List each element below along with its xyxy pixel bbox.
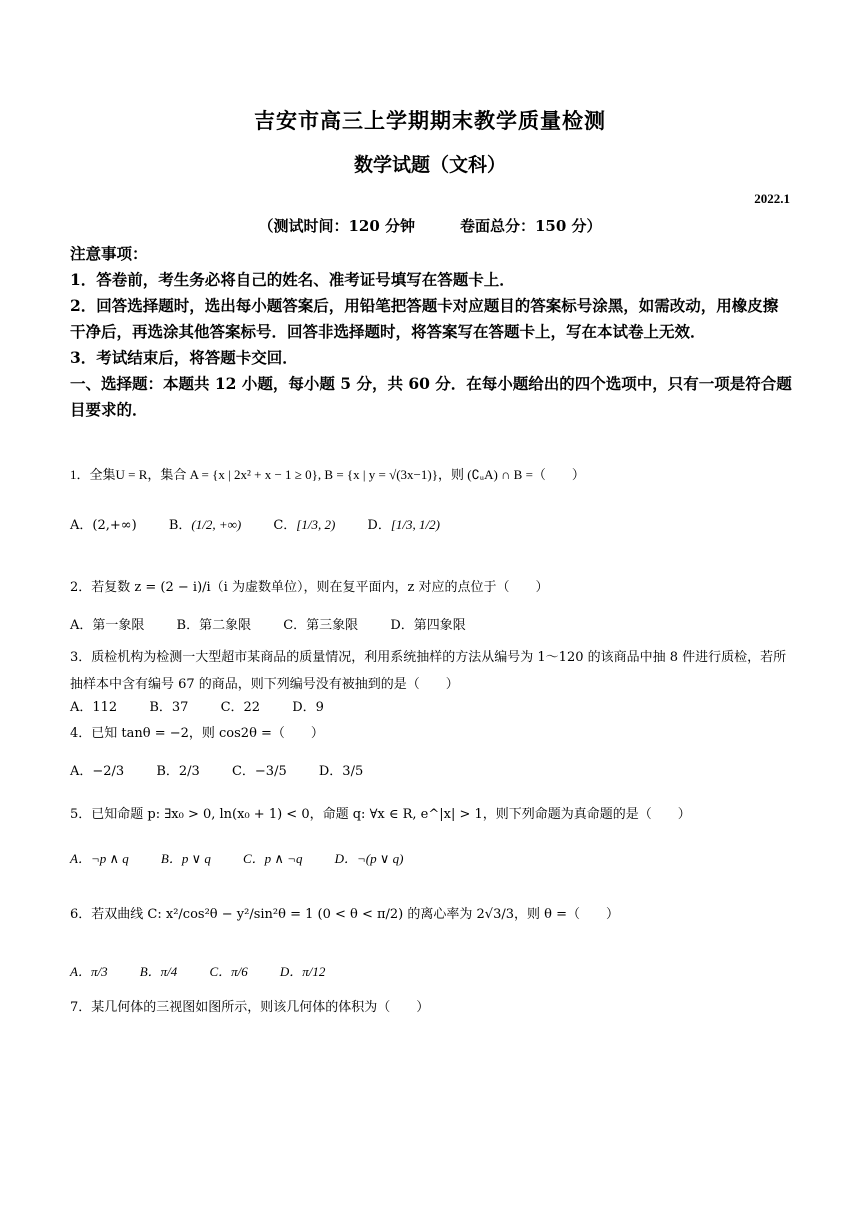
option-c: C．第三象限: [283, 618, 359, 633]
question-4: [70, 724, 810, 744]
option-b: [169, 515, 241, 536]
note-item-2: 2．回答选择题时，选出每小题答案后，用铅笔把答题卡对应题目的答案标号涂黑，如需改动，用橡皮擦干净后，再选涂其他答案标号．回答非选择题时，将答案写在答题卡上，写在本试卷上无效．: [70, 296, 779, 341]
option-d: D．¬(p ∨ q): [334, 851, 404, 866]
question-7: [70, 998, 810, 1018]
option-b-label: B．: [168, 518, 192, 533]
question-6: [70, 905, 810, 925]
question-4-stem: 4．已知 tanθ = −2，则 cos2θ =（ ）: [70, 726, 324, 741]
exam-date: 2022.1: [754, 191, 790, 206]
option-a: A．¬p ∧ q: [70, 851, 129, 866]
question-7-stem: 7．某几何体的三视图如图所示，则该几何体的体积为（ ）: [70, 1000, 430, 1015]
question-5-stem: 5．已知命题 p: ∃x₀ > 0, ln(x₀ + 1) < 0，命题 q: ∀x ∈ R, e^|x| > 1，则下列命题为真命题的是（ ）: [70, 807, 691, 822]
option-b: B．2/3: [156, 764, 200, 779]
question-1-stem: 1．全集U = R，集合 A = {x | 2x² + x − 1 ≥ 0}, B = {x | y = √(3x−1)}，则 (∁ᵤA) ∩ B =（ ）: [70, 467, 585, 482]
option-c: [273, 515, 335, 536]
question-2-stem: 2．若复数 z = (2 − i)/i（i 为虚数单位），则在复平面内，z 对应的点位于（ ）: [70, 580, 549, 595]
option-a: A．π/3: [70, 964, 108, 979]
option-d: D．第四象限: [390, 618, 466, 633]
exam-subtitle: 数学试题（文科）: [353, 154, 506, 176]
option-d: D．π/12: [279, 964, 326, 979]
question-3-stem: 3．质检机构为检测一大型超市某商品的质量情况，利用系统抽样的方法从编号为 1～120 的该商品中抽 8 件进行质检，若所抽样本中含有编号 67 的商品，则下列编号没有被抽到的是（ ）: [70, 650, 787, 692]
question-2: [70, 578, 810, 598]
option-c-value: [1/3, 2): [296, 517, 336, 532]
option-c: C．−3/5: [231, 764, 287, 779]
question-1-options: [70, 515, 810, 536]
question-6-options: [70, 962, 810, 983]
option-b: B．37: [149, 700, 189, 715]
option-d-label: D．: [367, 518, 391, 533]
option-a: A．−2/3: [70, 764, 125, 779]
question-5-options: [70, 849, 810, 870]
option-b: B．p ∨ q: [160, 851, 211, 866]
note-item-3: 3．考试结束后，将答题卡交回．: [70, 348, 298, 367]
option-c-label: C．: [273, 518, 297, 533]
option-c: C．22: [220, 700, 261, 715]
section-heading: 一、选择题：本题共 12 小题，每小题 5 分，共 60 分．在每小题给出的四个选项中，只有一项是符合题目要求的．: [70, 374, 792, 419]
question-2-options: [70, 616, 810, 636]
option-a: A．第一象限: [70, 618, 145, 633]
question-5: [70, 805, 810, 825]
notes-heading: 注意事项：: [70, 244, 148, 263]
option-b: B．π/4: [139, 964, 178, 979]
option-a: A．112: [70, 700, 118, 715]
notes-section: [70, 241, 792, 423]
option-d-value: [1/3, 1/2): [390, 517, 440, 532]
option-d: D．9: [292, 700, 324, 715]
question-1: [70, 465, 810, 485]
question-3: [70, 644, 792, 698]
option-a: A．(2,+∞): [70, 518, 137, 533]
option-d: [367, 515, 440, 536]
option-c: C．p ∧ ¬q: [242, 851, 303, 866]
exam-time-info: （测试时间：120 分钟 卷面总分：150 分）: [258, 217, 602, 235]
question-6-stem: 6．若双曲线 C: x²/cos²θ − y²/sin²θ = 1 (0 < θ < π/2) 的离心率为 2√3/3，则 θ =（ ）: [70, 907, 619, 922]
option-c: C．π/6: [209, 964, 248, 979]
question-3-options: [70, 698, 810, 718]
option-d: D．3/5: [318, 764, 364, 779]
option-b: B．第二象限: [176, 618, 252, 633]
option-b-value: (1/2, +∞): [191, 517, 242, 532]
question-4-options: [70, 762, 810, 782]
note-item-1: 1．答卷前，考生务必将自己的姓名、准考证号填写在答题卡上．: [70, 270, 515, 289]
exam-title: 吉安市高三上学期期末教学质量检测: [254, 108, 606, 133]
